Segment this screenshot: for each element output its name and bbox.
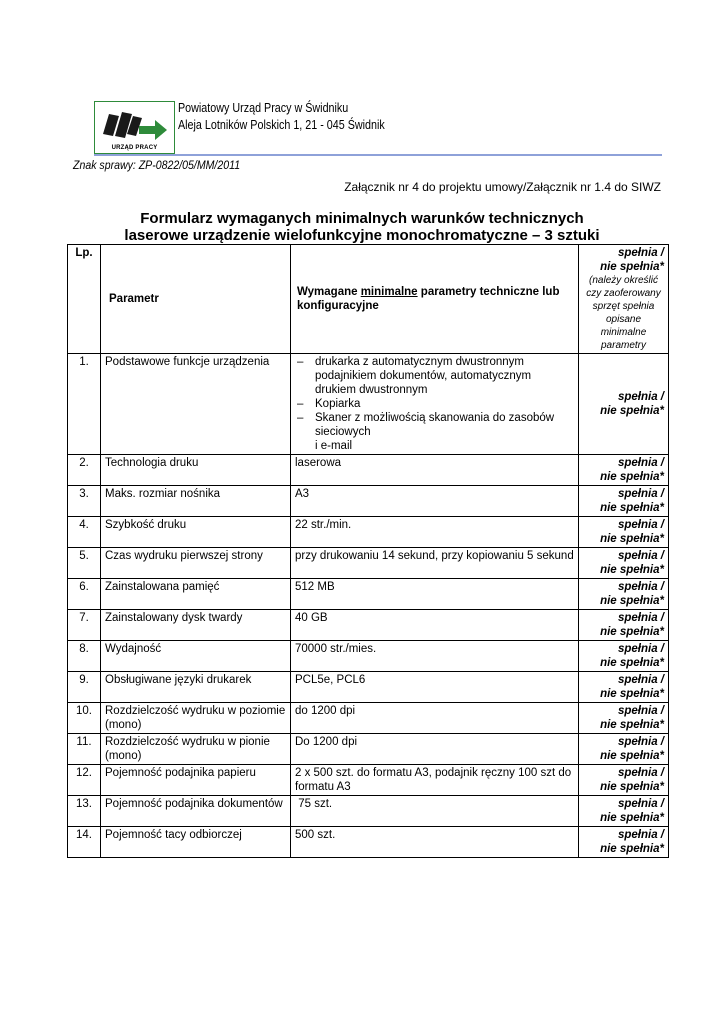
logo: [94, 101, 175, 154]
row-meets: [579, 827, 669, 858]
row-param: Czas wydruku pierwszej strony: [101, 548, 291, 579]
meets-a: spełnia /: [617, 488, 664, 500]
header-divider: [94, 154, 662, 156]
meets-a: spełnia /: [617, 829, 664, 841]
table-row: [68, 796, 669, 827]
row-lp: 8.: [68, 641, 101, 672]
meets-b: nie spełnia*: [600, 502, 664, 514]
row-value: [291, 354, 579, 455]
table-row: [68, 703, 669, 734]
row-param: Pojemność tacy odbiorczej: [101, 827, 291, 858]
table-row: [68, 354, 669, 455]
row-value: do 1200 dpi: [291, 703, 579, 734]
meets-b: nie spełnia*: [600, 595, 664, 607]
row-value: 512 MB: [291, 579, 579, 610]
row-lp: 6.: [68, 579, 101, 610]
table-row: [68, 734, 669, 765]
row-meets: [579, 672, 669, 703]
row-value: 500 szt.: [291, 827, 579, 858]
meets-b: nie spełnia*: [600, 626, 664, 638]
row-lp: 10.: [68, 703, 101, 734]
meets-b: nie spełnia*: [600, 471, 664, 483]
row-meets: [579, 517, 669, 548]
header-parameter: Parametr: [101, 245, 291, 354]
row-meets: [579, 610, 669, 641]
meets-a: spełnia /: [617, 581, 664, 593]
meets-b: nie spełnia*: [600, 843, 664, 855]
header-meets-line1: spełnia /: [617, 247, 664, 259]
row-lp: 5.: [68, 548, 101, 579]
meets-a: spełnia /: [617, 612, 664, 624]
row-value: przy drukowaniu 14 sekund, przy kopiowaniu 5 sekund: [291, 548, 579, 579]
attachment-note: Załącznik nr 4 do projektu umowy/Załącznik nr 1.4 do SIWZ: [344, 180, 661, 194]
list-item: – drukarka z automatycznym dwustronnym podajnikiem dokumentów, automatycznym drukiem dwustronnym: [295, 355, 574, 397]
row-meets: [579, 548, 669, 579]
meets-b: nie spełnia*: [600, 688, 664, 700]
row-value: 40 GB: [291, 610, 579, 641]
header-requirements: [291, 245, 579, 354]
header-meets-line2: nie spełnia*: [600, 261, 664, 273]
row-meets: [579, 703, 669, 734]
header-meets-note: (należy określić czy zaoferowany sprzęt spełnia opisane minimalne parametry: [586, 275, 661, 351]
row-meets: [579, 455, 669, 486]
form-title: Formularz wymaganych minimalnych warunków technicznych: [140, 210, 584, 227]
table-row: [68, 579, 669, 610]
row-param: Maks. rozmiar nośnika: [101, 486, 291, 517]
table-row: [68, 486, 669, 517]
meets-a: spełnia /: [617, 391, 664, 403]
form-subtitle: laserowe urządzenie wielofunkcyjne monochromatyczne – 3 sztuki: [124, 227, 600, 244]
row-param: Wydajność: [101, 641, 291, 672]
table-row: [68, 827, 669, 858]
row-value: PCL5e, PCL6: [291, 672, 579, 703]
table-row: [68, 610, 669, 641]
header-req-underlined: minimalne: [360, 286, 418, 298]
table-row: [68, 765, 669, 796]
table-header-row: [68, 245, 669, 354]
meets-b: nie spełnia*: [600, 812, 664, 824]
row-lp: 1.: [68, 354, 101, 455]
row-lp: 14.: [68, 827, 101, 858]
meets-a: spełnia /: [617, 643, 664, 655]
meets-a: spełnia /: [617, 798, 664, 810]
row-param: Pojemność podajnika dokumentów: [101, 796, 291, 827]
row-meets: [579, 796, 669, 827]
header-lp: Lp.: [68, 245, 101, 354]
row-meets: [579, 486, 669, 517]
meets-b: nie spełnia*: [600, 405, 664, 417]
list-item: – Kopiarka: [295, 397, 574, 411]
org-name: Powiatowy Urząd Pracy w Świdniku: [178, 101, 349, 115]
meets-a: spełnia /: [617, 767, 664, 779]
row-meets: [579, 641, 669, 672]
meets-b: nie spełnia*: [600, 781, 664, 793]
row-value: laserowa: [291, 455, 579, 486]
row-value: 75 szt.: [291, 796, 579, 827]
row-param: Technologia druku: [101, 455, 291, 486]
meets-b: nie spełnia*: [600, 564, 664, 576]
table-row: [68, 455, 669, 486]
meets-b: nie spełnia*: [600, 533, 664, 545]
row-lp: 11.: [68, 734, 101, 765]
row-param: Pojemność podajnika papieru: [101, 765, 291, 796]
org-address: Aleja Lotników Polskich 1, 21 - 045 Świdnik: [178, 118, 385, 132]
meets-a: spełnia /: [617, 674, 664, 686]
meets-a: spełnia /: [617, 519, 664, 531]
row-value: Do 1200 dpi: [291, 734, 579, 765]
header-req-suffix: parametry techniczne lub konfiguracyjne: [297, 286, 560, 312]
row-lp: 2.: [68, 455, 101, 486]
table-row: [68, 672, 669, 703]
row-meets: [579, 579, 669, 610]
meets-b: nie spełnia*: [600, 719, 664, 731]
row-param: Zainstalowany dysk twardy: [101, 610, 291, 641]
row-lp: 13.: [68, 796, 101, 827]
row-value: 70000 str./mies.: [291, 641, 579, 672]
list-item: – Skaner z możliwością skanowania do zasobów sieciowych: [295, 411, 574, 439]
meets-a: spełnia /: [617, 457, 664, 469]
function-list: [295, 355, 574, 439]
row-lp: 12.: [68, 765, 101, 796]
meets-a: spełnia /: [617, 736, 664, 748]
logo-text: URZĄD PRACY: [111, 145, 158, 151]
row-meets: [579, 734, 669, 765]
table-row: [68, 641, 669, 672]
meets-a: spełnia /: [617, 550, 664, 562]
row-param: Zainstalowana pamięć: [101, 579, 291, 610]
row-lp: 7.: [68, 610, 101, 641]
table-row: [68, 548, 669, 579]
row-lp: 4.: [68, 517, 101, 548]
meets-b: nie spełnia*: [600, 750, 664, 762]
row-param: Obsługiwane języki drukarek: [101, 672, 291, 703]
row-param: Rozdzielczość wydruku w poziomie (mono): [101, 703, 291, 734]
row-param: Rozdzielczość wydruku w pionie (mono): [101, 734, 291, 765]
row-param: Szybkość druku: [101, 517, 291, 548]
row-lp: 9.: [68, 672, 101, 703]
logo-emblem-icon: [95, 104, 173, 144]
row-lp: 3.: [68, 486, 101, 517]
row-meets: [579, 354, 669, 455]
list-item-continuation: i e-mail: [315, 440, 353, 452]
meets-b: nie spełnia*: [600, 657, 664, 669]
row-value: 22 str./min.: [291, 517, 579, 548]
table-row: [68, 517, 669, 548]
header-req-prefix: Wymagane: [297, 286, 361, 298]
case-reference: Znak sprawy: ZP-0822/05/MM/2011: [73, 158, 241, 172]
meets-a: spełnia /: [617, 705, 664, 717]
header-meets: [579, 245, 669, 354]
row-value: 2 x 500 szt. do formatu A3, podajnik ręczny 100 szt do formatu A3: [291, 765, 579, 796]
row-value: A3: [291, 486, 579, 517]
row-param: Podstawowe funkcje urządzenia: [101, 354, 291, 455]
requirements-table: [67, 244, 669, 858]
row-meets: [579, 765, 669, 796]
